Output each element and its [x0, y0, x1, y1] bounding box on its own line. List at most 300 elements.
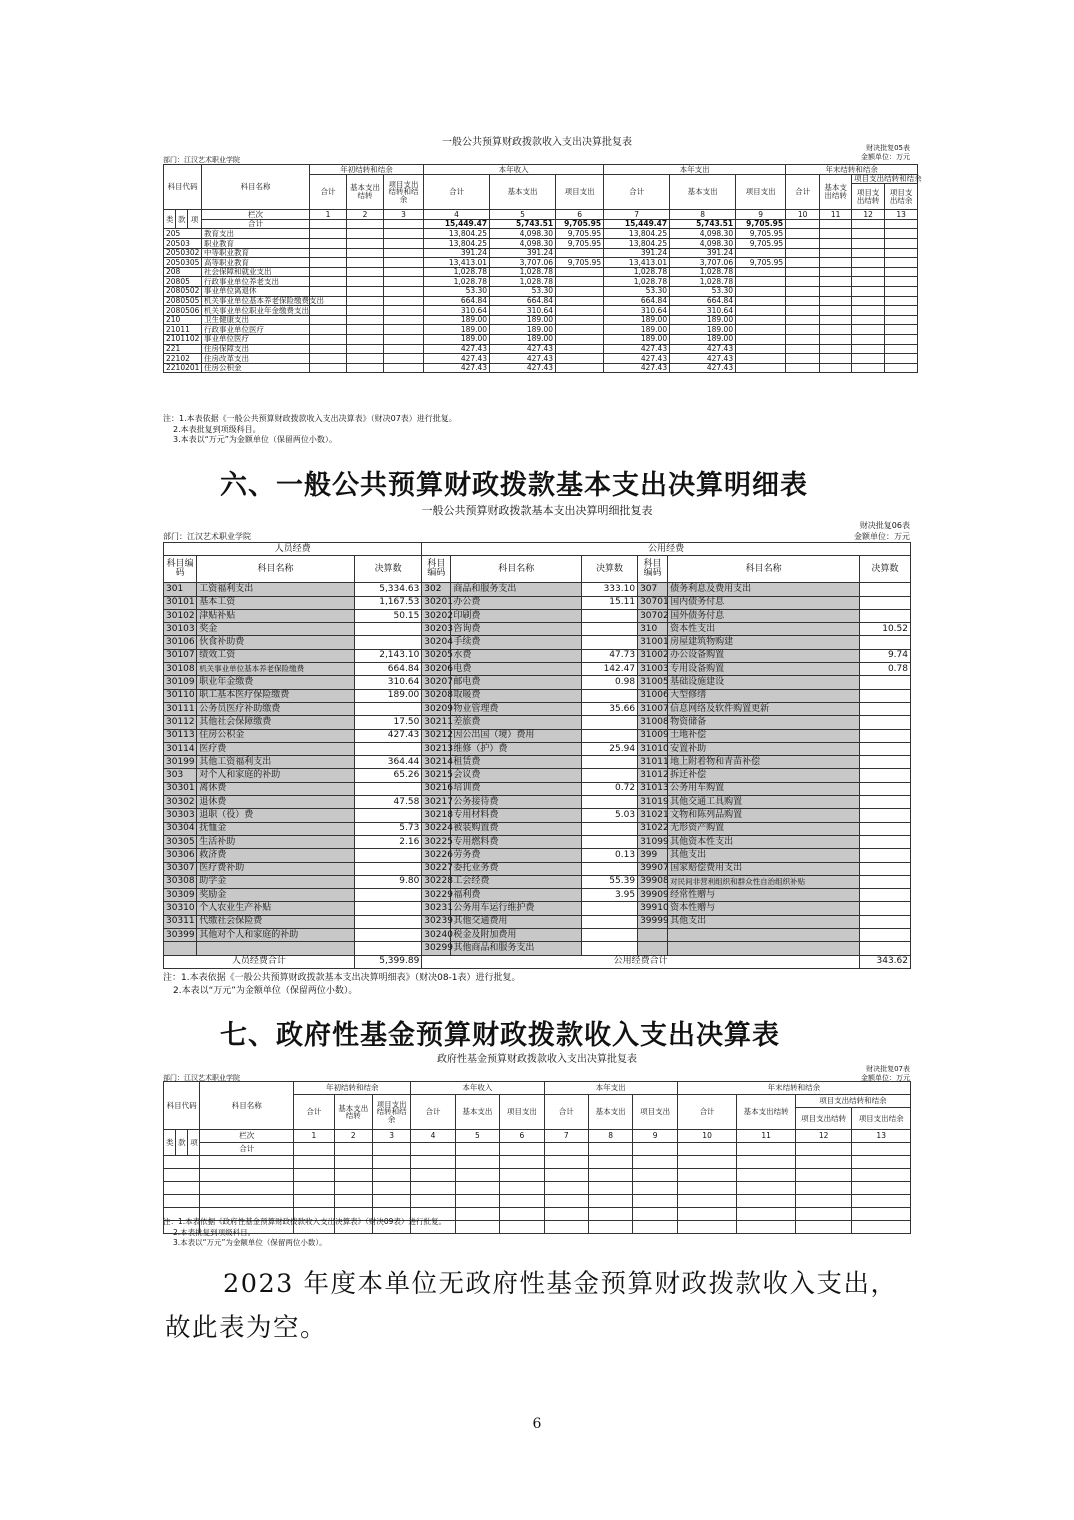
t5-sum-cell: 15,449.47 [424, 219, 490, 229]
t5-col-no: 8 [670, 210, 736, 220]
t5-code-cell: 2210201 [164, 363, 202, 373]
t6-code-cell: 30227 [422, 862, 451, 875]
t6-name-cell: 办公费 [451, 596, 582, 609]
t6-amount-cell [860, 835, 911, 848]
table7-unit: 金额单位：万元 [861, 1074, 910, 1082]
table-row [164, 902, 911, 915]
table-row [164, 1182, 911, 1195]
t6-code-cell: 30311 [164, 915, 197, 928]
section-heading-7: 七、政府性基金预算财政拨款收入支出决算表 [220, 1020, 780, 1051]
t6-amount-cell: 47.58 [354, 796, 421, 809]
t6-code-cell: 30231 [422, 902, 451, 915]
table5-code: 财决批复05表 [866, 144, 910, 152]
t5-value-cell: 427.43 [604, 363, 670, 373]
t6-h-amount: 决算数 [354, 556, 421, 583]
t7-h-total: 合计 [294, 1095, 334, 1130]
t6-code-cell: 30309 [164, 889, 197, 902]
table-row [164, 702, 911, 715]
t6-amount-cell: 50.15 [354, 609, 421, 622]
table-row [164, 277, 918, 287]
t5-value-cell: 189.00 [670, 334, 736, 344]
t5-value-cell: 9,705.95 [736, 229, 786, 239]
t5-value-cell: 9,705.95 [556, 229, 604, 239]
t6-amount-cell [860, 902, 911, 915]
t7-col-no: 7 [544, 1130, 588, 1143]
note-line: 注：1.本表依据《一般公共预算财政拨款收入支出决算表》（财决07表）进行批复。 [163, 414, 457, 423]
t5-value-cell: 310.64 [604, 306, 670, 316]
table-row [164, 344, 918, 354]
t6-amount-cell: 5,334.63 [354, 583, 421, 596]
t6-amount-cell [860, 809, 911, 822]
t6-name-cell: 税金及附加费用 [451, 929, 582, 942]
t6-code-cell: 310 [638, 623, 668, 636]
t6-code-cell: 30111 [164, 702, 197, 715]
t5-value-cell: 1,028.78 [604, 267, 670, 277]
t6-name-cell: 经常性赠与 [668, 889, 860, 902]
t6-public-total: 343.62 [860, 955, 911, 968]
body-paragraph [165, 1262, 915, 1350]
t6-amount-cell [860, 769, 911, 782]
paragraph-line: 2023 年度本单位无政府性基金预算财政拨款收入支出， [223, 1269, 898, 1299]
t6-amount-cell [354, 623, 421, 636]
t6-code-cell: 30208 [422, 689, 451, 702]
t6-name-cell: 对个人和家庭的补助 [197, 769, 355, 782]
t5-h-basic: 基本支出结转 [347, 174, 384, 210]
t6-h-public: 公用经费 [422, 543, 911, 556]
t5-value-cell: 427.43 [424, 354, 490, 364]
table-row [164, 623, 911, 636]
t5-value-cell: 391.24 [670, 248, 736, 258]
t6-name-cell: 福利费 [451, 889, 582, 902]
t6-amount-cell [860, 862, 911, 875]
t6-code-cell: 30240 [422, 929, 451, 942]
t6-amount-cell [582, 929, 638, 942]
t7-h-basic: 基本支出结转 [334, 1095, 372, 1130]
t6-name-cell: 基本工资 [197, 596, 355, 609]
t7-h-end: 年末结转和结余 [677, 1082, 910, 1095]
t6-name-cell: 其他对个人和家庭的补助 [197, 929, 355, 942]
t5-value-cell: 189.00 [490, 334, 556, 344]
t5-value-cell: 427.43 [670, 344, 736, 354]
t5-value-cell [736, 344, 786, 354]
t5-value-cell [736, 296, 786, 306]
t6-name-cell: 公务用车运行维护费 [451, 902, 582, 915]
t6-code-cell: 39907 [638, 862, 668, 875]
t5-value-cell: 189.00 [604, 315, 670, 325]
t6-code-cell: 30207 [422, 676, 451, 689]
t6-name-cell: 劳务费 [451, 849, 582, 862]
t5-code-cell: 2101102 [164, 334, 202, 344]
t5-value-cell: 427.43 [604, 354, 670, 364]
t7-sum-label: 合计 [200, 1143, 294, 1156]
t5-code-cell: 2080502 [164, 286, 202, 296]
t6-amount-cell [354, 636, 421, 649]
t5-value-cell: 189.00 [604, 325, 670, 335]
t5-value-cell: 53.30 [424, 286, 490, 296]
t5-h-end-proj: 项目支出结转和结余 [852, 174, 918, 184]
t5-col-no: 1 [310, 210, 347, 220]
t6-name-cell: 会议费 [451, 769, 582, 782]
t5-value-cell [736, 325, 786, 335]
t6-amount-cell: 35.66 [582, 702, 638, 715]
t7-h-xiang: 项 [188, 1130, 200, 1156]
t5-value-cell: 427.43 [490, 354, 556, 364]
t6-code-cell: 39910 [638, 902, 668, 915]
t6-amount-cell: 47.73 [582, 649, 638, 662]
t5-value-cell [556, 277, 604, 287]
t6-amount-cell [860, 756, 911, 769]
t6-code-cell: 31007 [638, 702, 668, 715]
t7-col-no: 12 [795, 1130, 852, 1143]
t5-name-cell: 住房公积金 [202, 363, 310, 373]
t6-amount-cell: 65.26 [354, 769, 421, 782]
t6-name-cell [668, 942, 860, 955]
t5-value-cell: 427.43 [424, 344, 490, 354]
t5-value-cell: 1,028.78 [424, 267, 490, 277]
t5-code-cell: 2050305 [164, 258, 202, 268]
t5-value-cell [736, 363, 786, 373]
t6-amount-cell [582, 915, 638, 928]
t5-sum-cell: 5,743.51 [670, 219, 736, 229]
t6-code-cell: 31022 [638, 822, 668, 835]
table6-dept: 部门：江汉艺术职业学院 [163, 532, 251, 541]
t6-code-cell: 30212 [422, 729, 451, 742]
t5-col-no: 7 [604, 210, 670, 220]
t6-name-cell: 土地补偿 [668, 729, 860, 742]
t6-name-cell: 对民间非营利组织和群众性自治组织补贴 [668, 875, 860, 888]
t5-name-cell: 事业单位离退休 [202, 286, 310, 296]
t6-amount-cell: 1,167.53 [354, 596, 421, 609]
t6-amount-cell: 10.52 [860, 623, 911, 636]
t5-code-cell: 2080505 [164, 296, 202, 306]
t6-amount-cell [354, 742, 421, 755]
t6-name-cell: 国外债务付息 [668, 609, 860, 622]
t6-code-cell [164, 942, 197, 955]
t6-name-cell: 其他商品和服务支出 [451, 942, 582, 955]
t5-value-cell [556, 248, 604, 258]
t7-h-proj: 项目支出结转和结余 [372, 1095, 410, 1130]
t7-h-end-proj: 项目支出结转和结余 [795, 1095, 910, 1108]
t5-col-no: 4 [424, 210, 490, 220]
t6-amount-cell [582, 796, 638, 809]
t6-code-cell: 31099 [638, 835, 668, 848]
t6-name-cell: 专用材料费 [451, 809, 582, 822]
t5-value-cell: 310.64 [670, 306, 736, 316]
t5-value-cell: 53.30 [604, 286, 670, 296]
t6-code-cell: 31019 [638, 796, 668, 809]
t6-code-cell: 30301 [164, 782, 197, 795]
t5-col-no: 2 [347, 210, 384, 220]
table6-code: 财决批复06表 [859, 521, 910, 530]
t5-name-cell: 中等职业教育 [202, 248, 310, 258]
t6-name-cell: 咨询费 [451, 623, 582, 636]
t5-value-cell: 189.00 [424, 325, 490, 335]
t5-value-cell [736, 277, 786, 287]
t6-code-cell: 30310 [164, 902, 197, 915]
t5-h-total4: 合计 [786, 174, 820, 210]
table-row [164, 676, 911, 689]
table7-code: 财决批复07表 [866, 1065, 910, 1073]
note-line: 注：1.本表依据《一般公共预算财政拨款基本支出决算明细表》（财决08-1表）进行批复。 [163, 973, 521, 983]
table7-dept: 部门：江汉艺术职业学院 [163, 1074, 240, 1082]
t5-value-cell [736, 354, 786, 364]
t5-name-cell: 机关事业单位职业年金缴费支出 [202, 306, 310, 316]
t7-h-name: 科目名称 [200, 1082, 294, 1130]
t6-name-cell: 无形资产购置 [668, 822, 860, 835]
t6-amount-cell [860, 702, 911, 715]
table-row [164, 229, 918, 239]
t6-name-cell: 物资储备 [668, 716, 860, 729]
t5-h-lei: 类 [164, 210, 176, 229]
t5-value-cell: 427.43 [604, 344, 670, 354]
t6-h-amount: 决算数 [860, 556, 911, 583]
t5-h-proj-exp: 项目支出 [556, 174, 604, 210]
t5-value-cell: 13,804.25 [604, 238, 670, 248]
t6-amount-cell: 15.11 [582, 596, 638, 609]
note-line: 3.本表以“万元”为金额单位（保留两位小数）。 [173, 435, 337, 444]
t6-name-cell: 办公设备购置 [668, 649, 860, 662]
table-row [164, 942, 911, 955]
t6-name-cell: 租赁费 [451, 756, 582, 769]
t5-h-total3: 合计 [604, 174, 670, 210]
t5-sum-cell: 15,449.47 [604, 219, 670, 229]
t5-name-cell: 行政事业单位医疗 [202, 325, 310, 335]
table6-title: 一般公共预算财政拨款基本支出决算明细批复表 [421, 504, 653, 517]
t6-name-cell: 专用燃料费 [451, 835, 582, 848]
t5-code-cell: 210 [164, 315, 202, 325]
t6-code-cell: 30216 [422, 782, 451, 795]
t5-code-cell: 221 [164, 344, 202, 354]
t7-h-proj-surplus: 项目支出结余 [852, 1108, 911, 1130]
t5-col-no: 5 [490, 210, 556, 220]
t6-amount-cell: 25.94 [582, 742, 638, 755]
t5-value-cell: 3,707.06 [670, 258, 736, 268]
t5-value-cell [736, 334, 786, 344]
t6-name-cell: 培训费 [451, 782, 582, 795]
table-row [164, 889, 911, 902]
t5-value-cell: 1,028.78 [490, 267, 556, 277]
t6-name-cell: 医疗费补助 [197, 862, 355, 875]
t7-h-proj-exp2: 项目支出 [633, 1095, 677, 1130]
t6-code-cell: 30209 [422, 702, 451, 715]
t6-name-cell: 国内债务付息 [668, 596, 860, 609]
t6-amount-cell [860, 609, 911, 622]
t7-col-no: 9 [633, 1130, 677, 1143]
t6-name-cell: 地上附着物和青苗补偿 [668, 756, 860, 769]
t6-name-cell: 绩效工资 [197, 649, 355, 662]
table-row [164, 306, 918, 316]
t6-name-cell: 其他支出 [668, 849, 860, 862]
t6-personnel-total: 5,399.89 [354, 955, 421, 968]
t6-code-cell: 30214 [422, 756, 451, 769]
table6-notes [163, 972, 521, 998]
t6-code-cell: 30211 [422, 716, 451, 729]
t6-amount-cell [354, 849, 421, 862]
t6-code-cell: 31001 [638, 636, 668, 649]
t7-h-lei: 类 [164, 1130, 176, 1156]
t6-name-cell: 住房公积金 [197, 729, 355, 742]
table-row [164, 238, 918, 248]
t7-col-no: 3 [372, 1130, 410, 1143]
t6-amount-cell [860, 729, 911, 742]
t7-col-no: 4 [411, 1130, 455, 1143]
t6-name-cell: 伙食补助费 [197, 636, 355, 649]
note-line: 2.本表批复到项级科目。 [173, 424, 261, 434]
t6-h-name: 科目名称 [451, 556, 582, 583]
t5-value-cell: 9,705.95 [736, 258, 786, 268]
t5-value-cell: 9,705.95 [556, 258, 604, 268]
t6-code-cell: 31006 [638, 689, 668, 702]
t6-amount-cell [582, 902, 638, 915]
table-row [164, 286, 918, 296]
t6-name-cell: 手续费 [451, 636, 582, 649]
t5-code-cell: 21011 [164, 325, 202, 335]
t5-col-no: 9 [736, 210, 786, 220]
t5-code-cell: 20805 [164, 277, 202, 287]
t6-name-cell: 助学金 [197, 875, 355, 888]
t6-name-cell: 公务员医疗补助缴费 [197, 702, 355, 715]
t5-h-proj: 项目支出结转和结余 [384, 174, 424, 210]
t5-h-proj-surplus: 项目支出结余 [885, 184, 918, 210]
t6-name-cell: 印刷费 [451, 609, 582, 622]
t5-h-seq: 栏次 [202, 210, 310, 220]
t6-amount-cell [354, 702, 421, 715]
t5-name-cell: 事业单位医疗 [202, 334, 310, 344]
t6-code-cell: 31008 [638, 716, 668, 729]
t7-col-no: 8 [588, 1130, 632, 1143]
t6-amount-cell: 0.98 [582, 676, 638, 689]
t6-code-cell: 307 [638, 583, 668, 596]
t5-value-cell: 1,028.78 [490, 277, 556, 287]
t5-h-code: 科目代码 [164, 165, 202, 210]
table-row [164, 325, 918, 335]
t5-value-cell: 664.84 [490, 296, 556, 306]
t6-name-cell: 个人农业生产补贴 [197, 902, 355, 915]
t6-amount-cell [582, 942, 638, 955]
t5-code-cell: 22102 [164, 354, 202, 364]
t5-sum-cell: 9,705.95 [556, 219, 604, 229]
table-row [164, 756, 911, 769]
t6-amount-cell [582, 769, 638, 782]
t6-name-cell: 退休费 [197, 796, 355, 809]
t6-amount-cell [582, 756, 638, 769]
t6-code-cell: 30225 [422, 835, 451, 848]
t5-value-cell: 391.24 [604, 248, 670, 258]
t6-code-cell: 30308 [164, 875, 197, 888]
t7-col-no: 5 [455, 1130, 499, 1143]
t6-code-cell: 30302 [164, 796, 197, 809]
t5-code-cell: 20503 [164, 238, 202, 248]
t6-name-cell: 奖励金 [197, 889, 355, 902]
t6-code-cell: 30213 [422, 742, 451, 755]
t6-code-cell: 30701 [638, 596, 668, 609]
t6-amount-cell: 9.80 [354, 875, 421, 888]
t6-code-cell: 30203 [422, 623, 451, 636]
t6-code-cell: 30101 [164, 596, 197, 609]
t6-name-cell: 工会经费 [451, 875, 582, 888]
t6-name-cell: 其他资本性支出 [668, 835, 860, 848]
table-row [164, 258, 918, 268]
t6-code-cell: 30201 [422, 596, 451, 609]
t7-h-basic-exp: 基本支出 [455, 1095, 499, 1130]
t5-value-cell [556, 334, 604, 344]
t6-amount-cell [354, 915, 421, 928]
t5-name-cell: 机关事业单位基本养老保险缴费支出 [202, 296, 310, 306]
t7-h-total4: 合计 [677, 1095, 737, 1130]
t6-name-cell: 其他社会保障缴费 [197, 716, 355, 729]
t6-h-name: 科目名称 [668, 556, 860, 583]
t6-amount-cell [860, 849, 911, 862]
t5-value-cell [736, 248, 786, 258]
t6-amount-cell [860, 689, 911, 702]
t6-name-cell: 物业管理费 [451, 702, 582, 715]
t6-name-cell: 代缴社会保险费 [197, 915, 355, 928]
table-row [164, 609, 911, 622]
t6-name-cell: 专用设备购置 [668, 663, 860, 676]
t5-name-cell: 高等职业教育 [202, 258, 310, 268]
t6-name-cell: 委托业务费 [451, 862, 582, 875]
t6-name-cell: 奖金 [197, 623, 355, 636]
t5-value-cell: 53.30 [490, 286, 556, 296]
t6-code-cell: 31003 [638, 663, 668, 676]
t6-code-cell: 30299 [422, 942, 451, 955]
t6-amount-cell [860, 782, 911, 795]
t6-amount-cell: 3.95 [582, 889, 638, 902]
t6-code-cell: 30204 [422, 636, 451, 649]
t5-h-income: 本年收入 [424, 165, 604, 175]
table7-notes [163, 1217, 446, 1249]
t5-value-cell: 189.00 [490, 325, 556, 335]
table7-title: 政府性基金预算财政拨款收入支出决算批复表 [437, 1054, 637, 1065]
t6-code-cell: 31013 [638, 782, 668, 795]
t5-col-no: 6 [556, 210, 604, 220]
t6-code-cell: 30113 [164, 729, 197, 742]
t5-value-cell [736, 315, 786, 325]
t5-name-cell: 行政事业单位养老支出 [202, 277, 310, 287]
t5-value-cell [556, 363, 604, 373]
t6-code-cell [638, 942, 668, 955]
table-row [164, 596, 911, 609]
table5-dept: 部门：江汉艺术职业学院 [163, 156, 240, 164]
t5-value-cell: 189.00 [670, 325, 736, 335]
t6-code-cell: 31009 [638, 729, 668, 742]
t6-code-cell: 30303 [164, 809, 197, 822]
t6-name-cell: 基础设施建设 [668, 676, 860, 689]
t5-value-cell: 53.30 [670, 286, 736, 296]
t6-amount-cell [354, 782, 421, 795]
t6-amount-cell: 5.03 [582, 809, 638, 822]
t6-amount-cell [354, 929, 421, 942]
t6-amount-cell: 333.10 [582, 583, 638, 596]
t5-h-proj-exp2: 项目支出 [736, 174, 786, 210]
table-row [164, 354, 918, 364]
table-row [164, 822, 911, 835]
t6-code-cell: 30215 [422, 769, 451, 782]
t7-h-proj-carry: 项目支出结转 [795, 1108, 852, 1130]
t6-name-cell: 津贴补贴 [197, 609, 355, 622]
t6-name-cell: 工资福利支出 [197, 583, 355, 596]
table5-title: 一般公共预算财政拨款收入支出决算批复表 [442, 137, 632, 148]
t5-value-cell: 427.43 [490, 344, 556, 354]
t5-value-cell: 189.00 [490, 315, 556, 325]
t6-code-cell: 30110 [164, 689, 197, 702]
t6-code-cell: 30228 [422, 875, 451, 888]
t6-name-cell: 救济费 [197, 849, 355, 862]
t5-name-cell: 教育支出 [202, 229, 310, 239]
t6-code-cell: 303 [164, 769, 197, 782]
t5-h-xiang: 项 [188, 210, 202, 229]
t6-amount-cell [354, 889, 421, 902]
